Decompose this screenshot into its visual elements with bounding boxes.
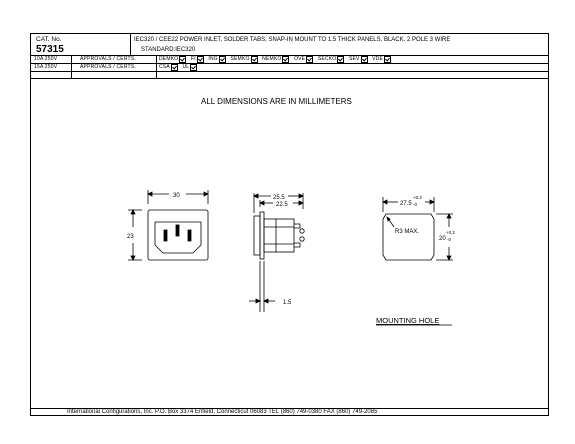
rating-row-2: 15A 250V — [34, 64, 58, 70]
approvals-label-row-1: APPROVALS / CERTS. — [80, 56, 136, 62]
dim-hole-height-tol-plus: +0.2 — [446, 230, 455, 235]
checkbox-icon — [179, 56, 186, 63]
approval-item: FI — [191, 56, 204, 63]
header-col-divider — [130, 34, 131, 55]
approval-item: UL — [182, 64, 197, 71]
checkbox-icon — [190, 64, 197, 71]
dim-hole-width-tol-minus: -0 — [413, 202, 418, 207]
company-footer: International Configurations, Inc. P.O. Box 3374 Enfield, Connecticut 06083 TEL (860) 749-0380 FAX (860) 749-2085 — [67, 409, 378, 415]
dim-side-depth-outer: 25.5 — [273, 195, 285, 201]
approvals-col-divider-1 — [71, 55, 72, 78]
dim-side-depth-inner: 22.5 — [276, 202, 288, 208]
checkbox-icon — [251, 56, 258, 63]
checkbox-icon — [361, 56, 368, 63]
dim-hole-height: 20 — [439, 236, 446, 242]
standard-label: STANDARD:IEC320 — [141, 47, 196, 53]
approval-item: OVE — [294, 56, 313, 63]
approval-item: ING — [208, 56, 226, 63]
approval-item: SEV — [349, 56, 368, 63]
approval-item: NEMKO — [262, 56, 289, 63]
front-view — [128, 190, 208, 260]
dim-panel-thickness: 1.5 — [283, 300, 292, 306]
mounting-hole-label: MOUNTING HOLE — [376, 316, 440, 325]
checkbox-icon — [219, 56, 226, 63]
approvals-label-row-2: APPROVALS / CERTS. — [80, 64, 136, 70]
rating-row-1: 10A 250V — [34, 56, 58, 62]
checkbox-icon — [282, 56, 289, 63]
approval-item: CSA — [159, 64, 178, 71]
approvals-list-row-1 — [159, 56, 394, 63]
product-description: IEC320 / CEE22 POWER INLET, SOLDER TABS, SNAP-IN MOUNT TO 1.5 THICK PANELS, BLACK, 2 POLE 3 WIRE — [134, 37, 451, 43]
drawing-sheet — [30, 33, 549, 416]
approvals-col-divider-2 — [156, 55, 157, 78]
approval-item: DEMKO — [159, 56, 186, 63]
approvals-list-row-2 — [159, 64, 200, 71]
checkbox-icon — [384, 56, 391, 63]
dim-front-width: 30 — [173, 193, 180, 199]
dim-front-height: 23 — [127, 234, 134, 240]
cat-number: 57315 — [36, 44, 64, 55]
dim-hole-width: 27.5 — [400, 201, 412, 207]
side-view — [249, 193, 304, 312]
approval-item: SEMKO — [230, 56, 257, 63]
dimensions-note: ALL DIMENSIONS ARE IN MILLIMETERS — [201, 97, 352, 106]
approvals-divider-2 — [31, 71, 548, 72]
dim-corner-radius: R3 MAX. — [395, 229, 420, 235]
checkbox-icon — [337, 56, 344, 63]
dim-hole-height-tol-minus: -0 — [447, 237, 452, 242]
dim-hole-width-tol-plus: +0.2 — [413, 195, 422, 200]
checkbox-icon — [306, 56, 313, 63]
approval-item: SECKO — [318, 56, 345, 63]
approval-item: VDE — [372, 56, 391, 63]
checkbox-icon — [171, 64, 178, 71]
cat-label: CAT. No. — [36, 36, 62, 43]
technical-drawing — [31, 79, 548, 407]
checkbox-icon — [197, 56, 204, 63]
